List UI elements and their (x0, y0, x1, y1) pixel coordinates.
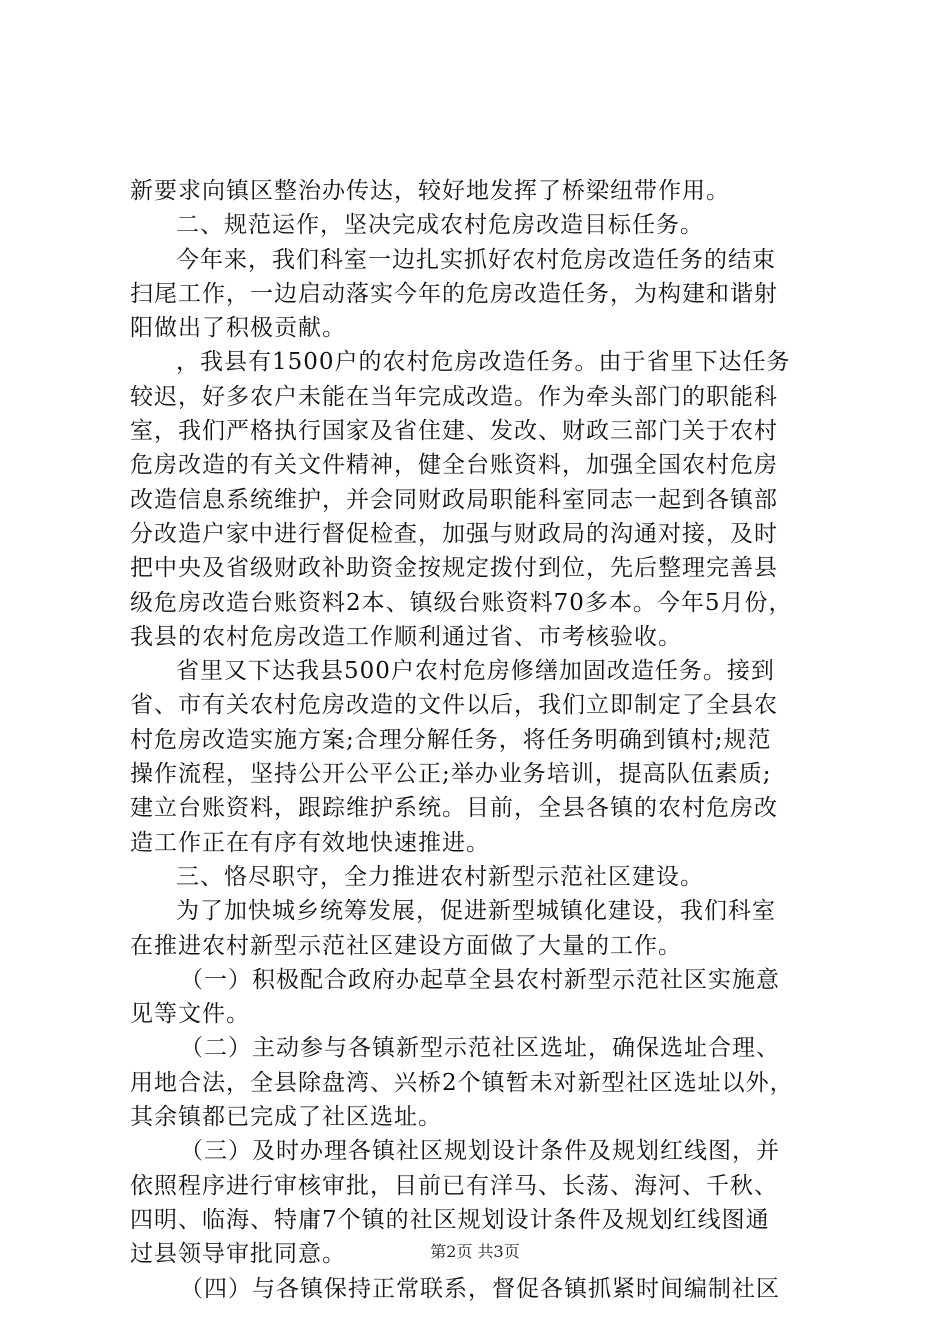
text-line: 四明、临海、特庸7个镇的社区规划设计条件及规划红线图通 (130, 1206, 770, 1233)
page-number: 第2页 共3页 (430, 1242, 520, 1261)
text-line: 为了加快城乡统筹发展，促进新型城镇化建设，我们科室 (176, 898, 776, 925)
text-line: 分改造户家中进行督促检查，加强与财政局的沟通对接，及时 (130, 520, 778, 547)
text-line: （二）主动参与各镇新型示范社区选址，确保选址合理、 (180, 1035, 780, 1062)
text-line: 级危房改造台账资料2本、镇级台账资料70多本。今年5月份， (130, 589, 793, 616)
text-line: 其余镇都已完成了社区选址。 (130, 1104, 442, 1131)
text-line: 过县领导审批同意。 (130, 1241, 346, 1268)
document-body (130, 174, 840, 1306)
text-line: （三）及时办理各镇社区规划设计条件及规划红线图，并 (180, 1138, 780, 1165)
section-heading: 三、恪尽职守，全力推进农村新型示范社区建设。 (176, 863, 704, 890)
text-line: 较迟，好多农户未能在当年完成改造。作为牵头部门的职能科 (130, 383, 778, 410)
text-line: ，我县有1500户的农村危房改造任务。由于省里下达任务 (176, 349, 791, 376)
text-line: 阳做出了积极贡献。 (130, 315, 346, 342)
text-line: 操作流程，坚持公开公平公正;举办业务培训，提高队伍素质; (130, 761, 772, 788)
text-line: 省里又下达我县500户农村危房修缮加固改造任务。接到 (176, 658, 775, 685)
text-line: 扫尾工作，一边启动落实今年的危房改造任务，为构建和谐射 (130, 280, 778, 307)
text-line: 今年来，我们科室一边扎实抓好农村危房改造任务的结束 (176, 246, 776, 273)
text-line: 依照程序进行审核审批，目前已有洋马、长荡、海河、千秋、 (130, 1172, 778, 1199)
text-line: （四）与各镇保持正常联系，督促各镇抓紧时间编制社区 (180, 1275, 780, 1302)
text-line: 室，我们严格执行国家及省住建、发改、财政三部门关于农村 (130, 418, 778, 445)
text-line: 用地合法，全县除盘湾、兴桥2个镇暂未对新型社区选址以外， (130, 1069, 794, 1096)
text-line: 省、市有关农村危房改造的文件以后，我们立即制定了全县农 (130, 692, 778, 719)
text-line: 把中央及省级财政补助资金按规定拨付到位，先后整理完善县 (130, 555, 778, 582)
text-line: 建立台账资料，跟踪维护系统。目前，全县各镇的农村危房改 (130, 795, 778, 822)
text-line: 新要求向镇区整治办传达，较好地发挥了桥梁纽带作用。 (130, 178, 730, 204)
text-line: 见等文件。 (130, 1001, 250, 1028)
section-heading: 二、规范运作，坚决完成农村危房改造目标任务。 (176, 212, 704, 239)
text-line: 在推进农村新型示范社区建设方面做了大量的工作。 (130, 932, 682, 959)
text-line: 改造信息系统维护，并会同财政局职能科室同志一起到各镇部 (130, 486, 778, 513)
text-line: 危房改造的有关文件精神，健全台账资料，加强全国农村危房 (130, 452, 778, 479)
text-line: （一）积极配合政府办起草全县农村新型示范社区实施意 (180, 966, 780, 993)
text-line: 我县的农村危房改造工作顺利通过省、市考核验收。 (130, 623, 682, 650)
text-line: 村危房改造实施方案;合理分解任务，将任务明确到镇村;规范 (130, 726, 772, 753)
text-line: 造工作正在有序有效地快速推进。 (130, 829, 490, 856)
